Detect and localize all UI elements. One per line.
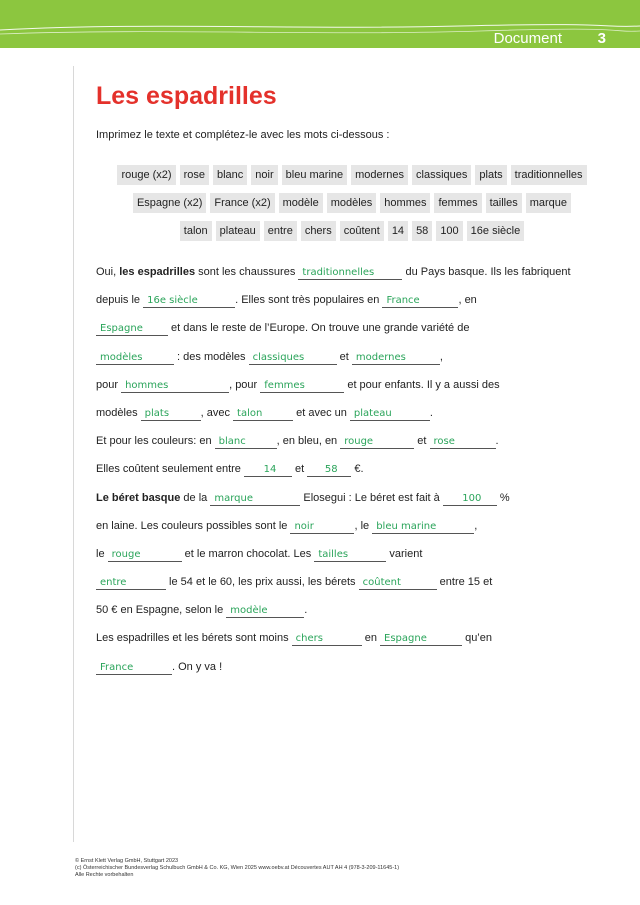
text-fragment: Elosegui : Le béret est fait à [300, 491, 443, 504]
answer-blank[interactable]: Espagne [380, 633, 462, 646]
text-fragment: , en bleu, en [276, 435, 341, 448]
word-chip: 58 [412, 221, 432, 241]
text-fragment: depuis le [96, 294, 144, 307]
text-fragment: le [96, 547, 108, 560]
word-chip: tailles [486, 193, 522, 213]
text-fragment: de la [180, 491, 211, 504]
text-fragment: . On y va ! [172, 660, 223, 673]
text-bold: les espadrilles [119, 266, 196, 278]
answer-blank[interactable]: modèle [226, 605, 304, 618]
footer-line: (c) Österreichischer Bundesverlag Schulbuch GmbH & Co. KG, Wien 2025 www.oebv.at Découvertes AUT AH 4 (978-3-209-11645-1) [75, 865, 400, 871]
text-fragment: Elles coûtent seulement entre [96, 463, 244, 476]
text-fragment: . Elles sont très populaires en [235, 294, 383, 307]
text-line [96, 351, 608, 379]
text-fragment: 50 € en Espagne, selon le [96, 604, 227, 617]
text-fragment: Oui, [96, 266, 120, 278]
text-fragment: entre 15 et [436, 576, 493, 589]
text-line [96, 463, 608, 491]
answer-blank[interactable]: France [382, 295, 458, 308]
word-chip: 16e siècle [467, 221, 525, 241]
answer-blank[interactable]: coûtent [359, 577, 437, 590]
text-line [96, 661, 608, 689]
answer-blank[interactable]: talon [233, 408, 293, 421]
answer-blank[interactable]: 16e siècle [143, 295, 235, 308]
text-fragment: Et pour les couleurs: en [96, 435, 215, 448]
text-fragment: et pour enfants. Il y a aussi des [344, 378, 500, 391]
answer-blank[interactable]: marque [210, 493, 300, 506]
word-chip: 14 [388, 221, 408, 241]
text-fragment: varient [386, 547, 423, 560]
word-chip: 100 [436, 221, 462, 241]
answer-blank[interactable]: plats [141, 408, 201, 421]
answer-blank[interactable]: classiques [249, 352, 337, 365]
text-fragment: en [361, 632, 381, 645]
answer-blank[interactable]: hommes [121, 380, 229, 393]
text-fragment: et dans le reste de l’Europe. On trouve une grande variété de [168, 322, 470, 335]
text-line [96, 520, 608, 548]
text-fragment: et avec un [293, 406, 350, 419]
text-fragment: . [495, 435, 499, 448]
word-chip: blanc [213, 165, 247, 185]
text-fragment: et le marron chocolat. Les [181, 547, 315, 560]
text-line [96, 492, 608, 520]
answer-blank[interactable]: France [96, 662, 172, 675]
answer-blank[interactable]: modèles [96, 352, 174, 365]
word-chip: noir [251, 165, 277, 185]
text-line [96, 407, 608, 435]
text-fragment: le 54 et le 60, les prix aussi, les bérets [166, 576, 359, 589]
word-chip: rouge (x2) [117, 165, 175, 185]
word-chip: modèles [327, 193, 377, 213]
text-line [96, 266, 608, 294]
word-chip: modèle [279, 193, 323, 213]
answer-blank[interactable]: noir [290, 521, 354, 534]
word-chip: chers [301, 221, 336, 241]
word-chip: marque [526, 193, 571, 213]
answer-blank[interactable]: Espagne [96, 323, 168, 336]
answer-blank[interactable]: 14 [244, 464, 292, 477]
page-number: 3 [597, 30, 606, 47]
answer-blank[interactable]: rouge [340, 436, 414, 449]
word-bank [96, 165, 608, 249]
text-fragment: , [439, 350, 443, 363]
text-line [96, 294, 608, 322]
word-chip: femmes [434, 193, 481, 213]
word-chip: plats [475, 165, 506, 185]
word-chip: coûtent [340, 221, 384, 241]
text-fragment: . [429, 406, 433, 419]
text-fragment: en laine. Les couleurs possibles sont le [96, 519, 291, 532]
word-chip: rose [180, 165, 209, 185]
text-line [96, 604, 608, 632]
margin-line [73, 66, 74, 842]
answer-blank[interactable]: rose [430, 436, 496, 449]
text-fragment: sont les chaussures [195, 266, 299, 278]
footer-line: Alle Rechte vorbehalten [75, 872, 134, 878]
answer-blank[interactable]: entre [96, 577, 166, 590]
page-title: Les espadrilles [96, 82, 277, 110]
text-fragment: , [474, 519, 478, 532]
text-fragment: et [414, 435, 430, 448]
answer-blank[interactable]: 100 [443, 493, 497, 506]
answer-blank[interactable]: 58 [307, 464, 351, 477]
copyright-footer [75, 858, 399, 879]
text-fragment: : des modèles [174, 350, 249, 363]
text-line [96, 632, 608, 660]
text-fragment: modèles [96, 406, 141, 419]
word-chip: traditionnelles [511, 165, 587, 185]
text-fragment: du Pays basque. Ils les fabriquent [402, 266, 571, 278]
word-bank-row-1 [96, 165, 608, 185]
footer-line: © Ernst Klett Verlag GmbH, Stuttgart 2023 [75, 858, 179, 864]
text-line [96, 548, 608, 576]
text-fragment: , avec [200, 406, 234, 419]
text-fragment: , le [354, 519, 373, 532]
text-line [96, 435, 608, 463]
answer-blank[interactable]: bleu marine [372, 521, 474, 534]
answer-blank[interactable]: femmes [260, 380, 344, 393]
answer-blank[interactable]: rouge [108, 549, 182, 562]
cloze-text [96, 266, 608, 689]
answer-blank[interactable]: tailles [314, 549, 386, 562]
text-fragment: Les espadrilles et les bérets sont moins [96, 632, 292, 645]
text-line [96, 576, 608, 604]
text-line [96, 322, 608, 350]
text-fragment: qu’en [462, 632, 492, 645]
word-chip: modernes [351, 165, 408, 185]
answer-blank[interactable]: plateau [350, 408, 430, 421]
text-fragment: % [496, 491, 510, 504]
text-fragment: pour [96, 378, 122, 391]
instruction-text: Imprimez le texte et complétez-le avec les mots ci-dessous : [96, 129, 390, 141]
header-bar [0, 0, 640, 48]
word-chip: hommes [380, 193, 430, 213]
word-chip: plateau [216, 221, 260, 241]
word-chip: classiques [412, 165, 471, 185]
text-fragment: €. [351, 463, 364, 476]
word-chip: bleu marine [282, 165, 347, 185]
word-chip: France (x2) [210, 193, 274, 213]
word-chip: talon [180, 221, 212, 241]
text-line [96, 379, 608, 407]
answer-blank[interactable]: traditionnelles [298, 267, 402, 280]
text-bold: Le béret basque [96, 491, 181, 504]
answer-blank[interactable]: modernes [352, 352, 440, 365]
word-chip: Espagne (x2) [133, 193, 206, 213]
text-fragment: et [336, 350, 352, 363]
answer-blank[interactable]: chers [292, 633, 362, 646]
word-bank-row-2 [96, 193, 608, 213]
text-fragment: , en [458, 294, 477, 307]
word-bank-row-3 [96, 221, 608, 241]
text-fragment: . [304, 604, 308, 617]
answer-blank[interactable]: blanc [215, 436, 277, 449]
text-fragment: et [291, 463, 308, 476]
header-label: Document [493, 30, 562, 47]
text-fragment: , pour [229, 378, 261, 391]
word-chip: entre [264, 221, 297, 241]
